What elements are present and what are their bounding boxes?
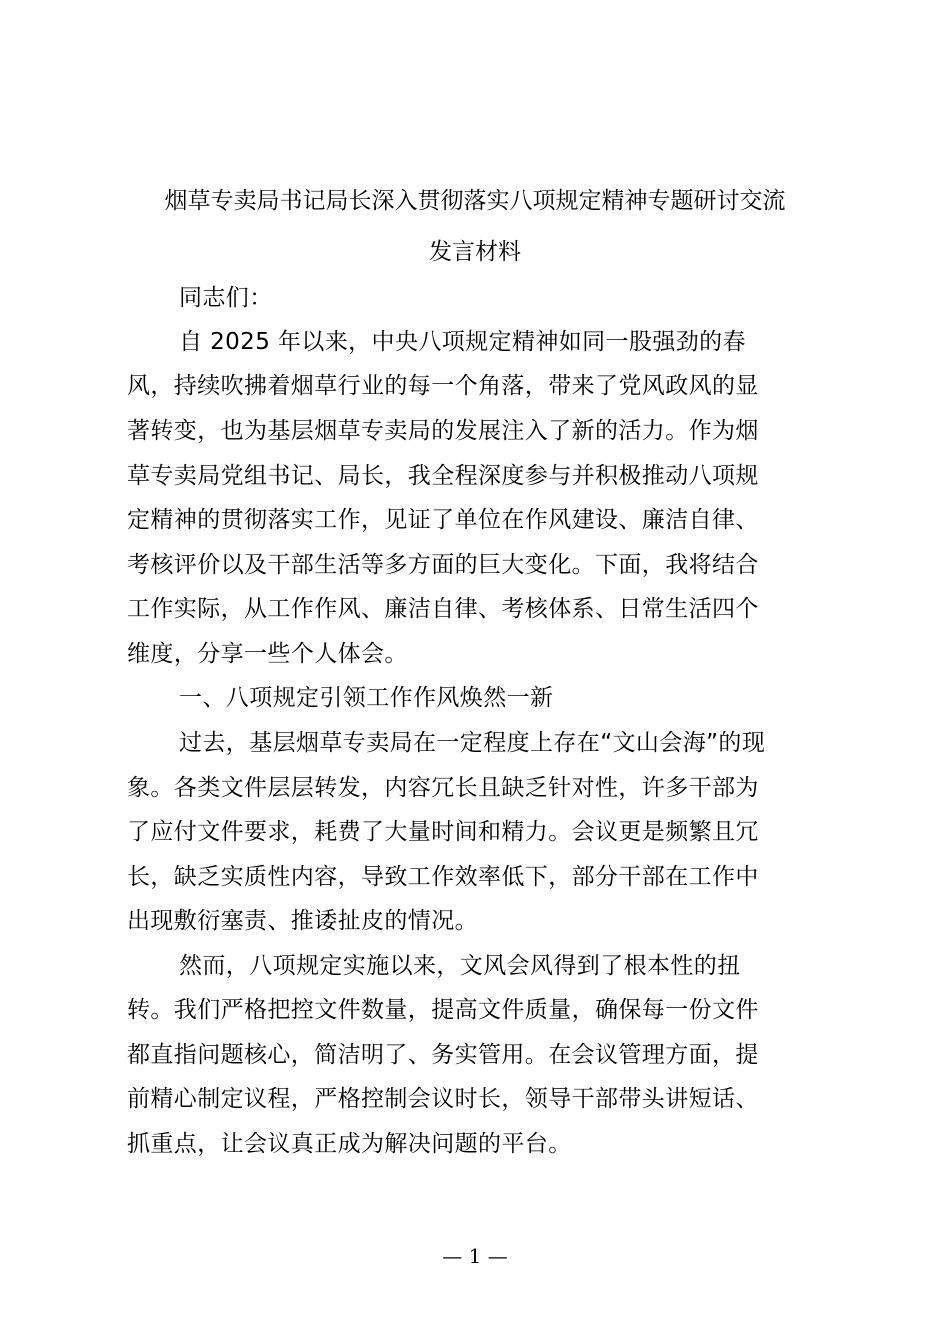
paragraph-line: 转。我们严格把控文件数量，提高文件质量，确保每一份文件 bbox=[127, 997, 759, 1023]
paragraph-line: 了应付文件要求，耗费了大量时间和精力。会议更是频繁且冗 bbox=[127, 819, 759, 845]
paragraph-line: 长，缺乏实质性内容，导致工作效率低下，部分干部在工作中 bbox=[127, 864, 759, 890]
paragraph-line: 抓重点，让会议真正成为解决问题的平台。 bbox=[127, 1131, 572, 1157]
paragraph-line: 自 2025 年以来，中央八项规定精神如同一股强劲的春 bbox=[179, 329, 746, 355]
paragraph-line: 草专卖局党组书记、局长，我全程深度参与并积极推动八项规 bbox=[127, 463, 759, 489]
paragraph-line: 考核评价以及干部生活等多方面的巨大变化。下面，我将结合 bbox=[127, 552, 759, 578]
paragraph-line: 著转变，也为基层烟草专卖局的发展注入了新的活力。作为烟 bbox=[127, 418, 759, 444]
section-heading-1: 一、八项规定引领工作作风焕然一新 bbox=[179, 685, 554, 711]
document-title-line-2: 发言材料 bbox=[429, 239, 521, 265]
document-title-line-1: 烟草专卖局书记局长深入贯彻落实八项规定精神专题研讨交流 bbox=[164, 188, 786, 214]
paragraph-line: 都直指问题核心，简洁明了、务实管用。在会议管理方面，提 bbox=[127, 1042, 759, 1068]
paragraph-line: 过去，基层烟草专卖局在一定程度上存在“文山会海”的现 bbox=[179, 730, 766, 756]
paragraph-line: 风，持续吹拂着烟草行业的每一个角落，带来了党风政风的显 bbox=[127, 373, 759, 399]
paragraph-line: 工作实际，从工作作风、廉洁自律、考核体系、日常生活四个 bbox=[127, 596, 759, 622]
paragraph-line: 前精心制定议程，严格控制会议时长，领导干部带头讲短话、 bbox=[127, 1086, 759, 1112]
salutation: 同志们： bbox=[179, 285, 273, 311]
paragraph-line: 出现敷衍塞责、推诿扯皮的情况。 bbox=[127, 908, 478, 934]
paragraph-line: 象。各类文件层层转发，内容冗长且缺乏针对性，许多干部为 bbox=[127, 775, 759, 801]
paragraph-line: 维度，分享一些个人体会。 bbox=[127, 641, 408, 667]
page-number: — 1 — bbox=[442, 1244, 508, 1268]
paragraph-line: 然而，八项规定实施以来，文风会风得到了根本性的扭 bbox=[179, 953, 741, 979]
paragraph-line: 定精神的贯彻落实工作，见证了单位在作风建设、廉洁自律、 bbox=[127, 507, 759, 533]
